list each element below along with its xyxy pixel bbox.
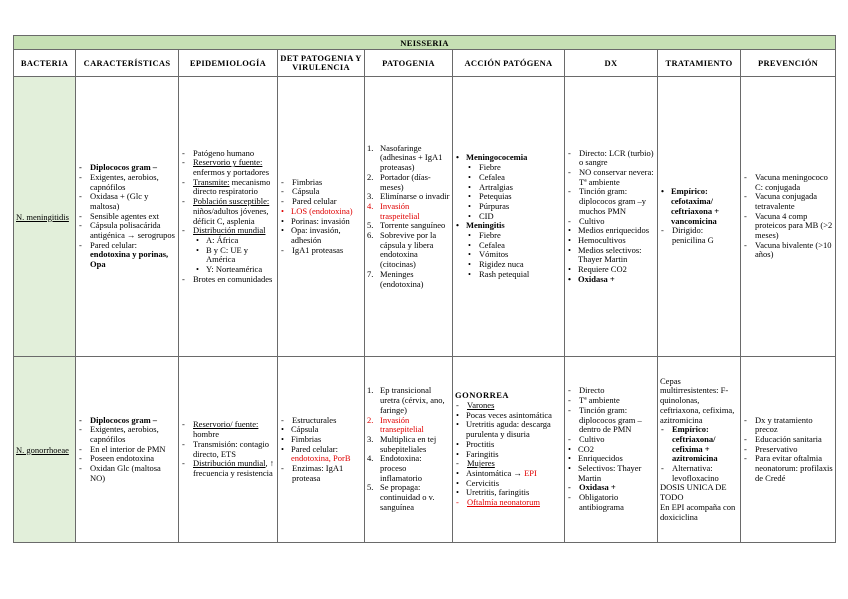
caracteristicas-cell	[76, 357, 179, 543]
list-item: - Preservativo	[743, 445, 833, 455]
pared-label: Pared celular:	[90, 239, 137, 250]
list-item: • Enriquecidos	[567, 454, 655, 464]
list-item: - Tª ambiente	[567, 396, 655, 406]
list-item: - Brotes en comunidades	[181, 275, 275, 285]
epidemiologia-cell	[179, 357, 278, 543]
reservorio-text: enfermos y portadores	[193, 166, 270, 177]
dosis-unica: DOSIS UNICA DE TODO	[660, 482, 727, 503]
prevencion-cell	[741, 357, 836, 543]
list-item: • Proctitis	[455, 440, 562, 450]
dx-cell	[565, 77, 658, 357]
list-item: • Requiere CO2	[567, 265, 655, 275]
list-item: • Artralgias	[455, 183, 562, 193]
list-item: - Tinción gram: diplococos gram –y muchos PMN	[567, 187, 655, 216]
list-item: 5. Torrente sanguíneo	[367, 220, 446, 231]
mujeres-heading: - Mujeres	[455, 459, 562, 469]
area-item: • A: África	[195, 236, 275, 246]
list-item: • Púrpuras	[455, 202, 562, 212]
list-item: • Opa: invasión, adhesión	[280, 226, 362, 245]
list-item: - Educación sanitaria	[743, 435, 833, 445]
list-item: • Petequias	[455, 192, 562, 202]
list-item: 4. Invasión traspeitelial	[367, 200, 420, 221]
accion-patogena-cell	[453, 77, 565, 357]
header-prevencion: PREVENCIÓN	[741, 50, 836, 77]
reservorio-label: Reservorio y fuente:	[193, 157, 263, 168]
header-patogenia: PATOGENIA	[365, 50, 453, 77]
list-item: - Para evitar oftalmia neonatorum: profilaxis de Credé	[743, 454, 833, 483]
list-item: • Faringitis	[455, 450, 562, 460]
transmision-text: mecanismo directo respiratorio	[193, 176, 271, 197]
tratamiento-cell	[658, 357, 741, 543]
list-item: - Cultivo	[567, 435, 655, 445]
list-item: - Oxidasa +	[567, 483, 655, 493]
reservorio-text: hombre	[193, 429, 219, 440]
poblacion-text: niños/adultos jóvenes, déficit C, asplenia	[193, 205, 269, 226]
gonorrea-heading: GONORREA	[455, 390, 510, 401]
patogenia-cell	[365, 77, 453, 357]
list-item	[280, 445, 362, 464]
list-item: - Pared celular	[280, 197, 362, 207]
pared-components: endotoxina, PorB	[291, 453, 351, 464]
list-item: - Vacuna conjugada tetravalente	[743, 192, 833, 211]
list-item: 2. Portador (días-meses)	[367, 171, 431, 192]
transmision-label: Transmite:	[193, 176, 230, 187]
tratamiento-cell	[658, 77, 741, 357]
neisseria-table	[13, 35, 836, 543]
header-det-patogenia: DET PATOGENIA Y VIRULENCIA	[278, 50, 365, 77]
list-item: 7. Meninges (endotoxina)	[367, 268, 424, 289]
distribucion-label: Distribución mundial	[193, 225, 266, 236]
list-item: - Enzimas: IgA1 proteasa	[280, 464, 362, 483]
list-item: • Uretritis, faringitis	[455, 488, 562, 498]
list-item: - IgA1 proteasas	[280, 246, 362, 256]
list-item	[181, 158, 275, 177]
list-item: - Oxidan Glc (maltosa NO)	[78, 464, 176, 483]
list-item: - Transmisión: contagio directo, ETS	[181, 440, 275, 459]
list-item: • Cefalea	[455, 241, 562, 251]
list-item	[181, 420, 275, 439]
area-item: • Y: Norteamérica	[195, 265, 275, 275]
list-item: • CO2	[567, 445, 655, 455]
list-item: • Empírico: cefotaxima/ ceftriaxona + vancomicina	[660, 187, 738, 226]
list-item: - Oxidasa + (Glc y maltosa)	[78, 192, 176, 211]
epi-text: EPI	[524, 467, 537, 478]
list-item: - Poseen endotoxina	[78, 454, 176, 464]
list-item: - Vacuna 4 comp proteicos para MB (>2 meses)	[743, 212, 833, 241]
dx-cell	[565, 357, 658, 543]
accion-patogena-cell	[453, 357, 565, 543]
table-row-meningitidis	[14, 77, 836, 357]
pared-components: endotoxina y porinas	[90, 249, 167, 260]
patogenia-cell	[365, 357, 453, 543]
header-caracteristicas: CARACTERÍSTICAS	[76, 50, 179, 77]
pared-label: Pared celular:	[291, 443, 338, 454]
epi-note: En EPI acompaña con doxiciclina	[660, 501, 736, 522]
list-item: • Selectivos: Thayer Martin	[567, 464, 655, 483]
list-item: - Dirigido: penicilina G	[660, 226, 738, 245]
list-item: • Cápsula	[280, 425, 362, 435]
list-item: • Cefalea	[455, 173, 562, 183]
list-item: • Fiebre	[455, 163, 562, 173]
list-item: • Cervicitis	[455, 479, 562, 489]
header-epidemiologia: EPIDEMIOLOGÍA	[179, 50, 278, 77]
list-item: • Rash petequial	[455, 270, 562, 280]
list-item: - Obligatorio antibiograma	[567, 493, 655, 512]
pared-opa: , Opa	[90, 249, 169, 270]
meningitis-heading: • Meningitis	[455, 221, 562, 231]
list-item: 5. Se propaga: continuidad o v. sanguínea	[367, 482, 435, 512]
header-accion-patogena: ACCIÓN PATÓGENA	[453, 50, 565, 77]
oftalmia-item: - Oftalmía neonatorum	[455, 498, 562, 508]
list-item: - Cápsula polisacárida antigénica → serogrupos	[78, 221, 176, 240]
list-item: - Patógeno humano	[181, 149, 275, 159]
list-item: - Vacuna meningococo C: conjugada	[743, 173, 833, 192]
table-title: NEISSERIA	[14, 36, 836, 50]
list-item: - Exigentes, aerobios, capnófilos	[78, 425, 176, 444]
list-item: • Vómitos	[455, 250, 562, 260]
list-item: • Fimbrias	[280, 435, 362, 445]
bacteria-cell-gonorrhoeae	[14, 357, 76, 543]
list-item: - Directo	[567, 386, 655, 396]
varones-heading: - Varones	[455, 401, 562, 411]
det-patogenia-cell	[278, 77, 365, 357]
list-item	[181, 459, 275, 478]
area-item: • B y C: UE y América	[195, 246, 275, 265]
list-item: 1. Ep transicional uretra (cérvix, ano, faringe)	[367, 385, 445, 415]
list-item: - Tinción gram: diplococos gram – dentro de PMN	[567, 406, 655, 435]
header-bacteria: BACTERIA	[14, 50, 76, 77]
list-item: - Sensible agentes ext	[78, 212, 176, 222]
list-item: 6. Sobrevive por la cápsula y libera endotoxina (citocinas)	[367, 230, 437, 270]
reservorio-label: Reservorio/ fuente:	[193, 419, 259, 430]
list-item: - Fimbrias	[280, 178, 362, 188]
list-item: 2. Invasión transepitelial	[367, 414, 424, 435]
list-item: - Exigentes, aerobios, capnófilos	[78, 173, 176, 192]
list-item: • Medios selectivos: Thayer Martin	[567, 246, 655, 265]
list-item: • Hemocultivos	[567, 236, 655, 246]
list-item: - Directo: LCR (turbio) o sangre	[567, 149, 655, 168]
table-row-gonorrhoeae	[14, 357, 836, 543]
asintomatica-text: Asintomática →	[466, 467, 525, 478]
poblacion-label: Población susceptible:	[193, 196, 270, 207]
list-item: 3. Multiplica en tej subepiteliales	[367, 433, 437, 454]
list-item: - Cultivo	[567, 217, 655, 227]
header-dx: DX	[565, 50, 658, 77]
prevencion-cell	[741, 77, 836, 357]
bacteria-name: N. meningitidis	[16, 211, 69, 222]
list-item: 3. Elimínarse o invadir	[367, 191, 450, 202]
list-item: • Rigidez nuca	[455, 260, 562, 270]
list-item: • Pocas veces asintomática	[455, 411, 562, 421]
list-item: - Empírico: ceftriaxona/ cefixima + azitromicina	[660, 425, 738, 464]
bacteria-name: N. gonorrhoeae	[16, 444, 69, 455]
list-item: - Estructurales	[280, 416, 362, 426]
list-item: • Porinas: invasión	[280, 217, 362, 227]
list-item: - NO conservar nevera: Tª ambiente	[567, 168, 655, 187]
det-patogenia-cell	[278, 357, 365, 543]
caracteristicas-cell	[76, 77, 179, 357]
list-item: - En el interior de PMN	[78, 445, 176, 455]
meningococemia-heading: • Meningococemia	[455, 153, 562, 163]
list-item: • LOS (endotoxina)	[280, 207, 362, 217]
distribucion-label: Distribución mundial	[193, 458, 266, 469]
list-item: - Cápsula	[280, 187, 362, 197]
list-item: - Alternativa: levofloxacino	[660, 464, 738, 483]
header-tratamiento: TRATAMIENTO	[658, 50, 741, 77]
list-item	[78, 241, 176, 270]
list-item: - Dx y tratamiento precoz	[743, 416, 833, 435]
list-item: 4. Endotoxina: proceso inflamatorio	[367, 453, 423, 483]
list-item: • Oxidasa +	[567, 275, 655, 285]
list-item	[181, 197, 275, 226]
bacteria-cell-meningitidis	[14, 77, 76, 357]
list-item	[181, 226, 275, 275]
epidemiologia-cell	[179, 77, 278, 357]
list-item: - Vacuna bivalente (>10 años)	[743, 241, 833, 260]
list-item: • Fiebre	[455, 231, 562, 241]
list-item: 1. Nasofaringe (adhesinas + IgA1 proteasas)	[367, 142, 443, 173]
list-item	[181, 178, 275, 197]
list-item: • Medios enriquecidos	[567, 226, 655, 236]
list-item: - Diplococos gram –	[78, 163, 176, 173]
list-item: • CID	[455, 212, 562, 222]
list-item: • Uretritis aguda: descarga purulenta y disuria	[455, 420, 562, 439]
tratamiento-intro: Cepas multirresistentes: F-quinolonas, ceftriaxona, cefixima, azitromicina	[660, 375, 735, 425]
list-item: - Diplococos gram –	[78, 416, 176, 426]
distribucion-text: , ↑ frecuencia y resistencia	[193, 458, 274, 478]
